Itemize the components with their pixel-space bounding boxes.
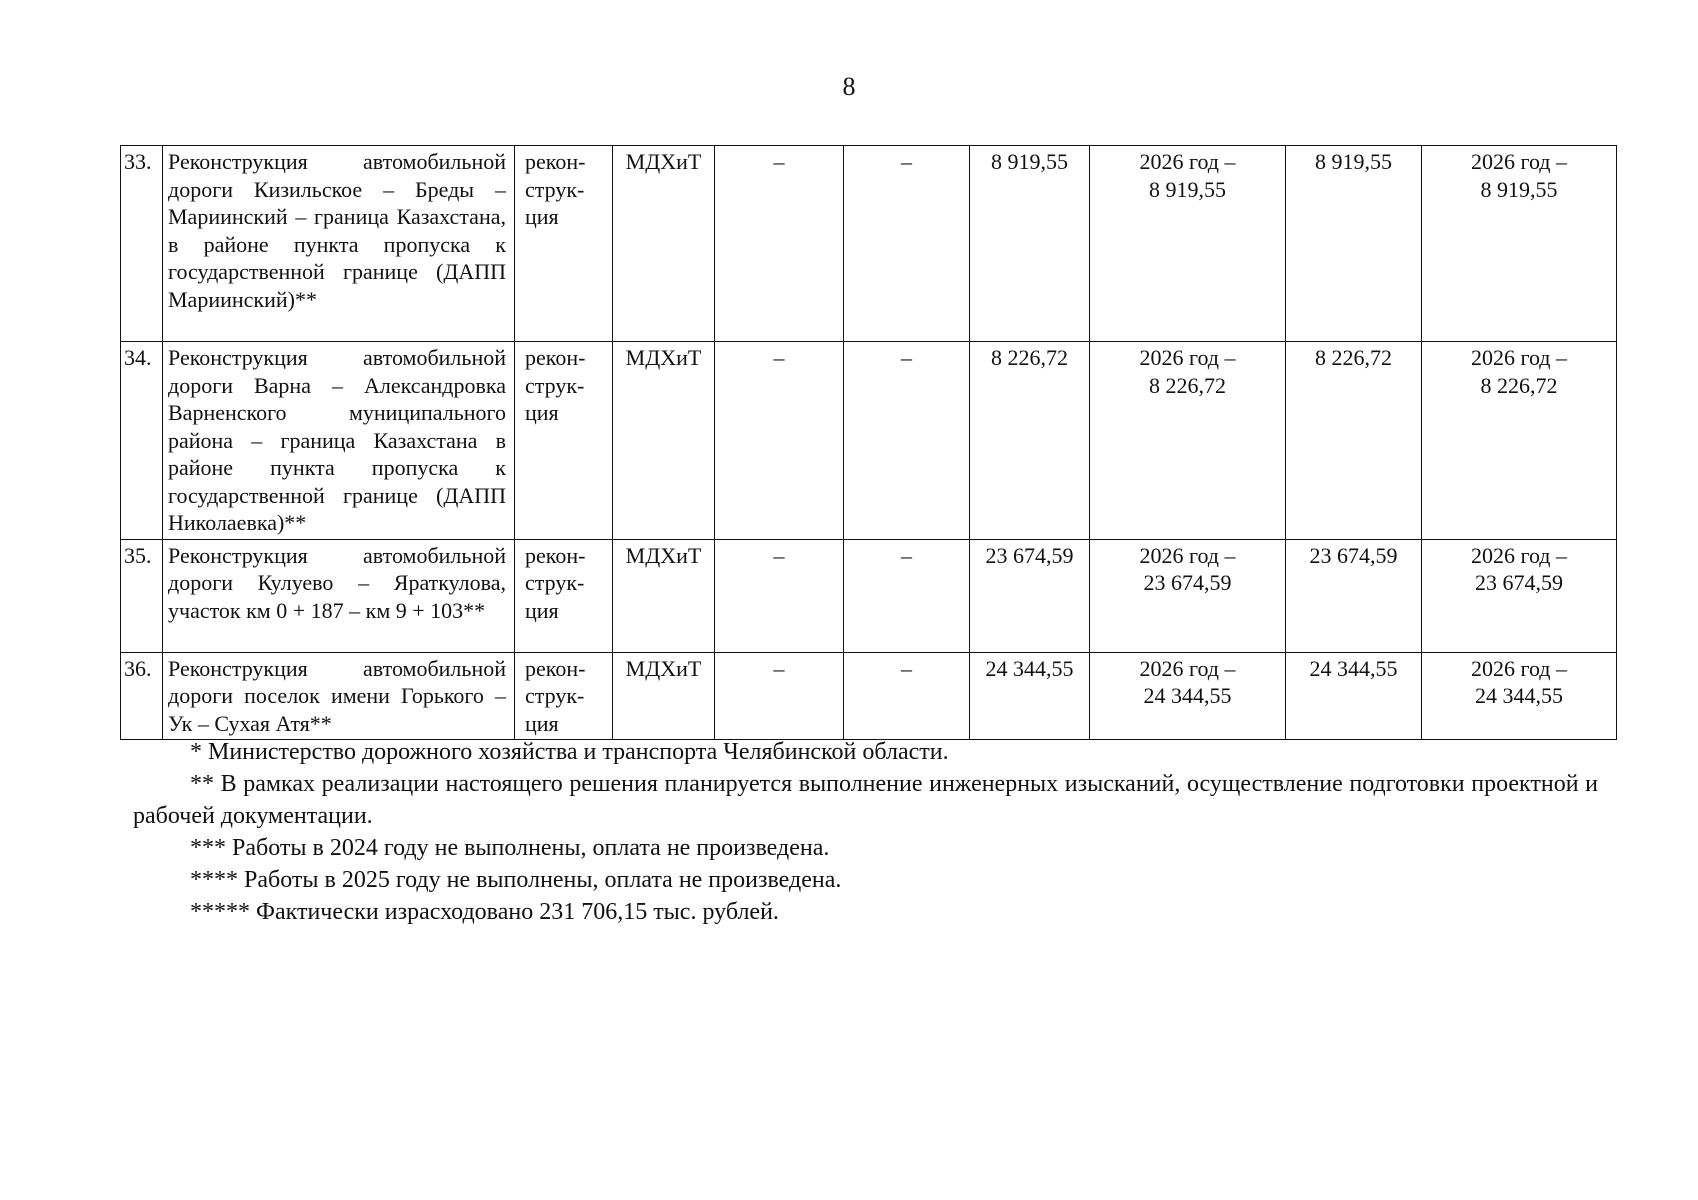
object-name: Реконструкция автомобильной дороги Кизильское – Бреды – Мариинский – граница Казахстана, в районе пункта пропуска к государственной границе (ДАПП Мариинский)** (163, 146, 515, 342)
year-cell (1422, 342, 1617, 540)
work-type (515, 146, 613, 342)
customer: МДХиТ (613, 342, 715, 540)
year-cell (1090, 342, 1286, 540)
year-label: 2026 год – (1470, 345, 1568, 370)
customer: МДХиТ (613, 652, 715, 740)
dash-cell: – (844, 652, 970, 740)
work-type (515, 342, 613, 540)
cost-cell: 8 226,72 (1286, 342, 1422, 540)
year-label: 2026 год – (1470, 655, 1568, 681)
work-type-text: рекон-струк-ция (525, 542, 586, 623)
row-number: 36. (121, 652, 163, 740)
year-cell (1422, 146, 1617, 342)
cost-cell: 24 344,55 (970, 652, 1090, 740)
work-type-text: рекон-струк-ция (525, 345, 586, 425)
dash-cell: – (844, 342, 970, 540)
table-row (121, 342, 1617, 540)
row-number: 33. (121, 146, 163, 342)
object-name: Реконструкция автомобильной дороги Кулуево – Яраткулова, участок км 0 + 187 – км 9 + 103** (163, 539, 515, 652)
year-label: 2026 год – (1139, 345, 1236, 370)
year-label: 2026 год – (1139, 542, 1236, 568)
cost-cell: 8 226,72 (970, 342, 1090, 540)
cost-cell: 8 919,55 (1286, 146, 1422, 342)
footnote: ** В рамках реализации настоящего решения планируется выполнение инженерных изысканий, осуществление подготовки проектной и рабочей документации. (133, 771, 1598, 829)
footnote: **** Работы в 2025 году не выполнены, оплата не произведена. (190, 867, 842, 893)
table-row (121, 539, 1617, 652)
year-cell (1090, 146, 1286, 342)
year-cell (1090, 652, 1286, 740)
year-cell (1422, 652, 1617, 740)
cost-cell: 23 674,59 (1286, 539, 1422, 652)
year-cell (1422, 539, 1617, 652)
cost-cell: 8 919,55 (970, 146, 1090, 342)
year-label: 2026 год – (1139, 655, 1236, 681)
year-value: 24 344,55 (1475, 683, 1563, 708)
dash-cell: – (715, 146, 844, 342)
object-name: Реконструкция автомобильной дороги Варна – Александровка Варненского муниципального района – граница Казахстана в районе пункта пропуска к государственной границе (ДАПП Николаевка)** (163, 342, 515, 540)
footnote: *** Работы в 2024 году не выполнены, оплата не произведена. (190, 835, 830, 861)
page-number: 8 (842, 72, 856, 101)
footnote: ***** Фактически израсходовано 231 706,15 тыс. рублей. (190, 899, 779, 925)
dash-cell: – (844, 146, 970, 342)
object-name: Реконструкция автомобильной дороги поселок имени Горького – Ук – Сухая Атя** (163, 652, 515, 740)
year-value: 23 674,59 (1143, 570, 1232, 595)
row-number: 34. (121, 342, 163, 540)
year-cell (1090, 539, 1286, 652)
customer: МДХиТ (613, 146, 715, 342)
table-row (121, 146, 1617, 342)
year-value: 23 674,59 (1475, 570, 1563, 595)
year-value: 24 344,55 (1143, 683, 1232, 708)
year-value: 8 919,55 (1149, 176, 1226, 202)
cost-cell: 24 344,55 (1286, 652, 1422, 740)
dash-cell: – (715, 652, 844, 740)
year-value: 8 226,72 (1480, 372, 1558, 398)
footnote: * Министерство дорожного хозяйства и транспорта Челябинской области. (190, 739, 949, 765)
row-number: 35. (121, 539, 163, 652)
projects-table (120, 145, 1617, 740)
dash-cell: – (715, 342, 844, 540)
work-type-text: рекон-струк-ция (525, 655, 586, 736)
work-type (515, 539, 613, 652)
footnotes (133, 736, 1598, 928)
year-label: 2026 год – (1470, 542, 1568, 568)
year-value: 8 919,55 (1480, 176, 1558, 202)
cost-cell: 23 674,59 (970, 539, 1090, 652)
work-type (515, 652, 613, 740)
year-value: 8 226,72 (1149, 372, 1226, 398)
year-label: 2026 год – (1139, 149, 1236, 174)
work-type-text: рекон-струк-ция (525, 149, 586, 229)
dash-cell: – (715, 539, 844, 652)
year-label: 2026 год – (1470, 149, 1568, 174)
customer: МДХиТ (613, 539, 715, 652)
dash-cell: – (844, 539, 970, 652)
table-row (121, 652, 1617, 740)
